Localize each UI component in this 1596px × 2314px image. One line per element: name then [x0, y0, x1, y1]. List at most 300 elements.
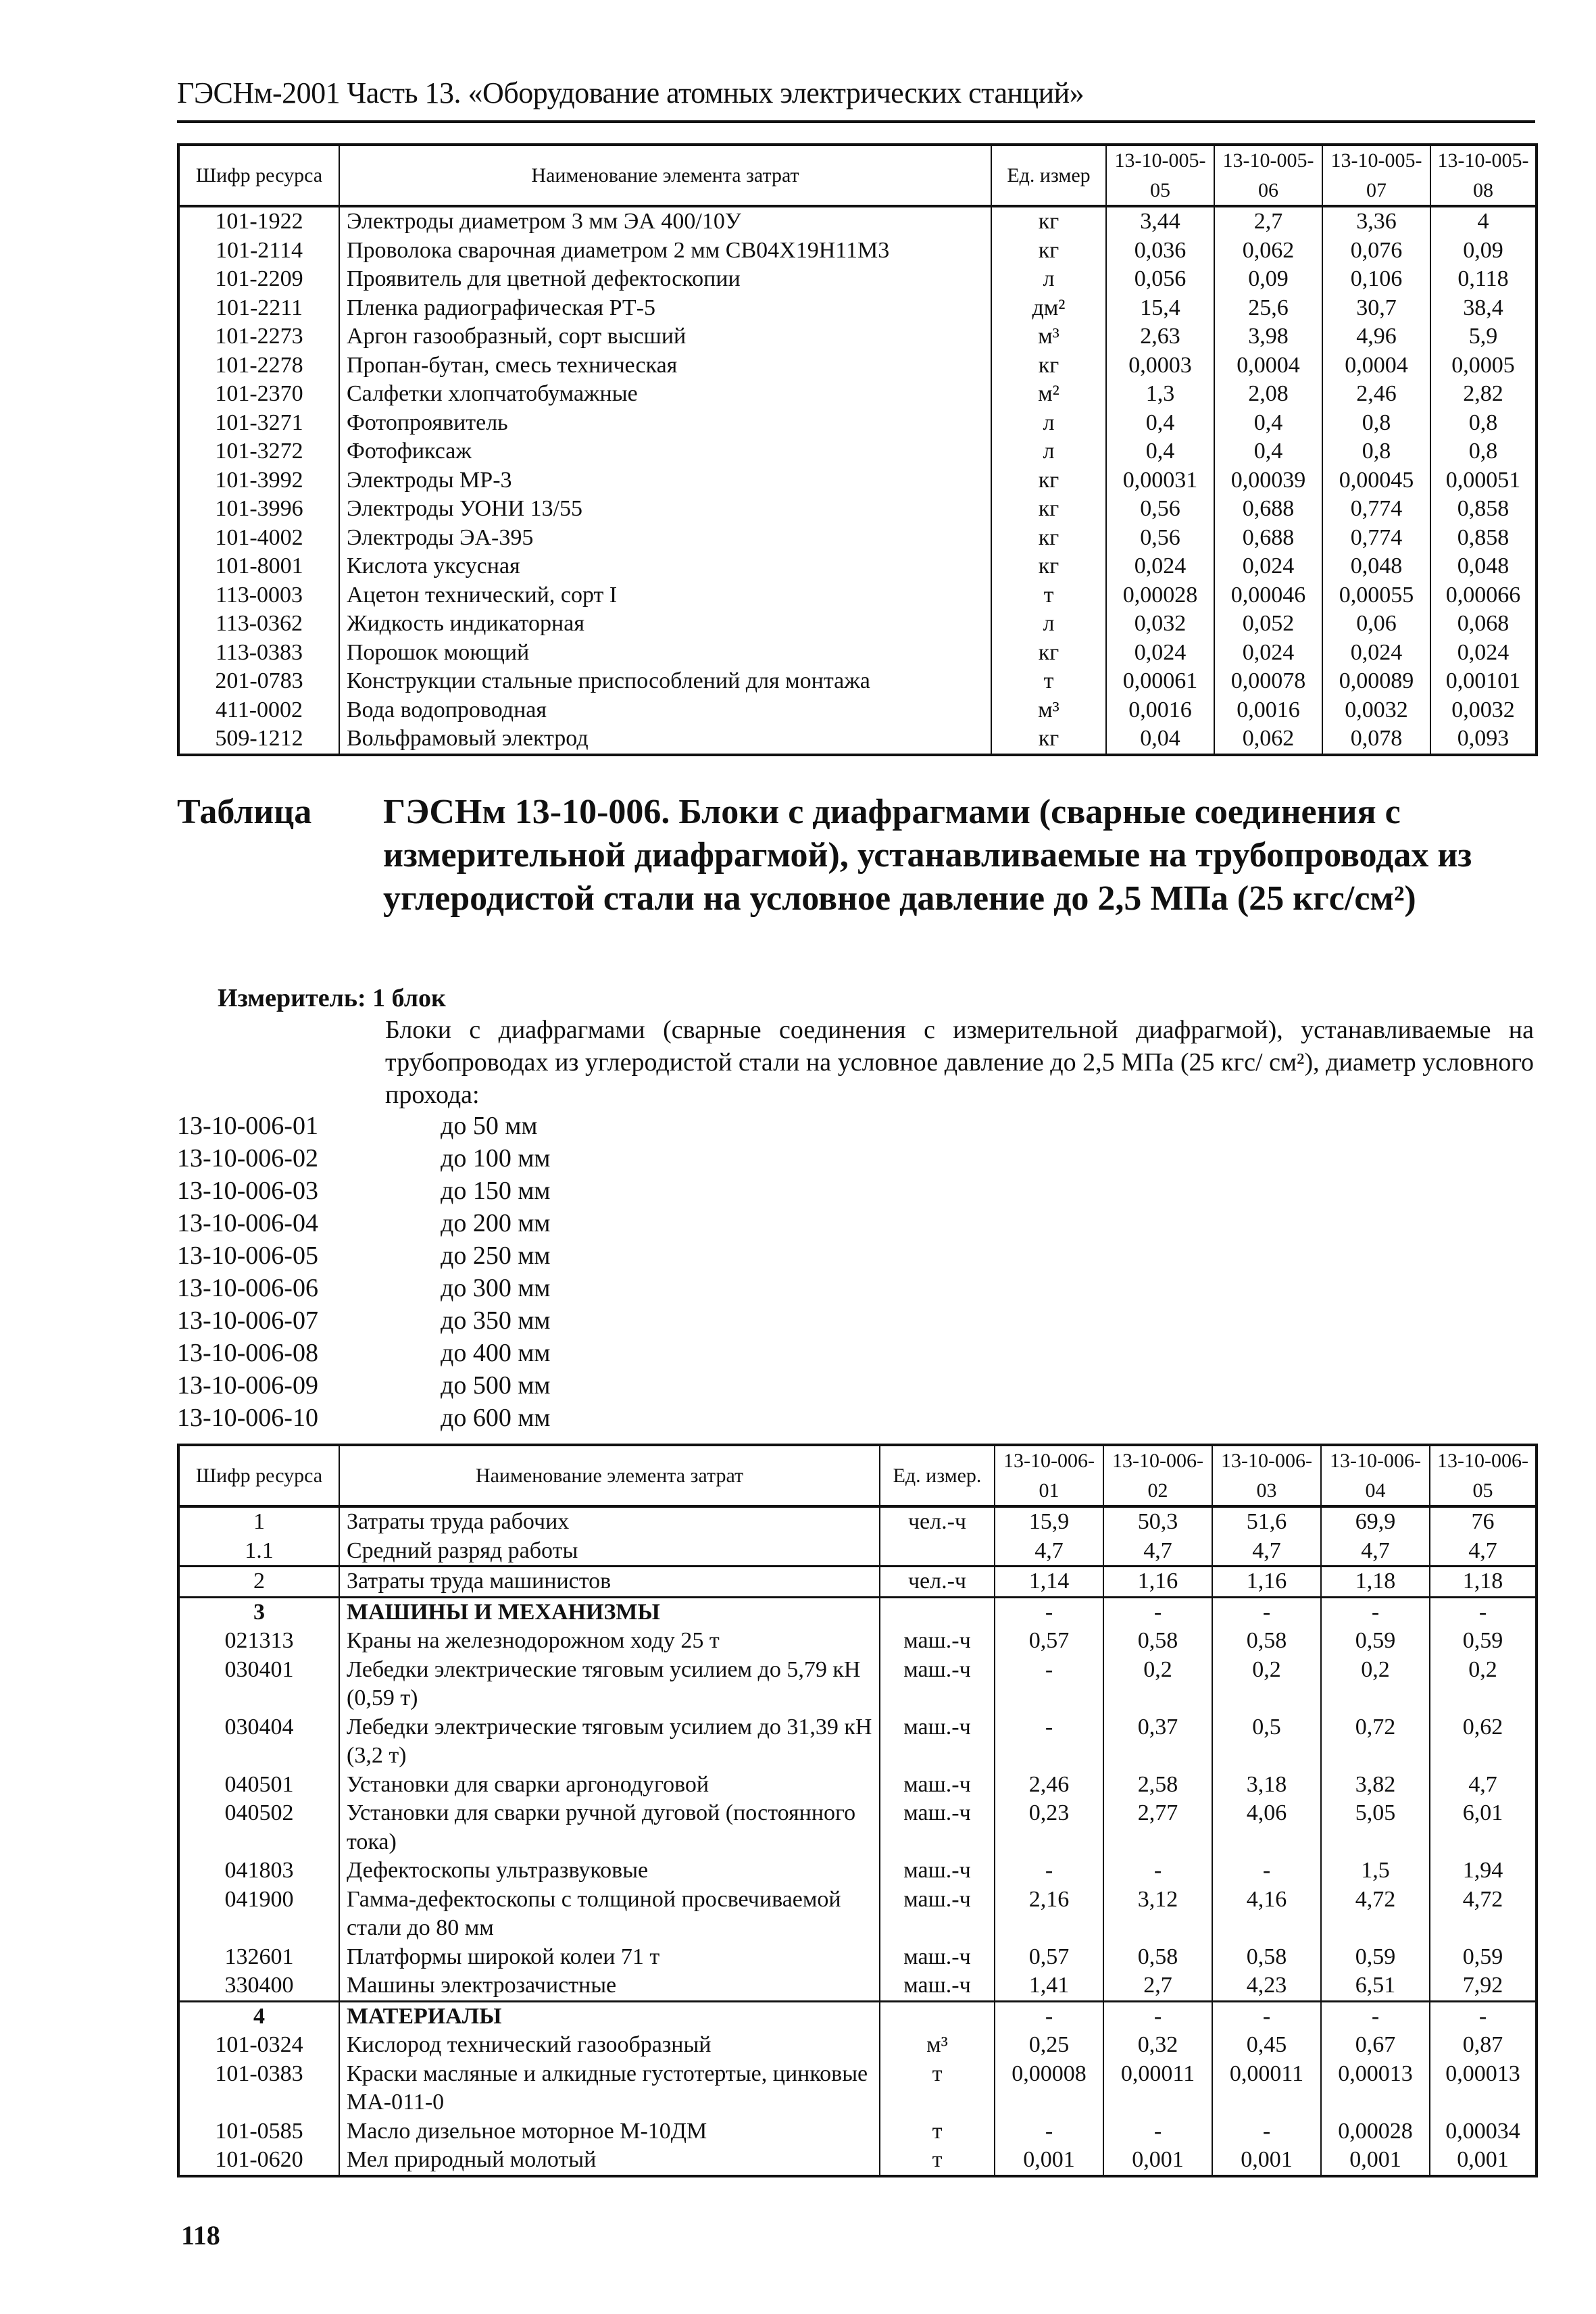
- table-description: Блоки с диафрагмами (сварные соединения с измерительной диафрагмой), устанавливаемые на трубопроводах из углеродистой стали на условное давление до 2,5 МПа (25 кгс/ см²), диаметр условного прохода:: [385, 1016, 1534, 1109]
- resource-value: 0,00028: [1106, 581, 1214, 610]
- resource-value: 5,9: [1430, 322, 1537, 351]
- resource-value: 0,00008: [995, 2060, 1103, 2117]
- resource-value: 15,9: [995, 1506, 1103, 1537]
- resource-code: 113-0383: [178, 639, 339, 668]
- resource-value: 0,858: [1430, 524, 1537, 553]
- resource-value: 0,8: [1322, 437, 1430, 466]
- resource-code: 101-3992: [178, 466, 339, 495]
- resource-value: 0,2: [1103, 1656, 1212, 1713]
- resource-value: 3,12: [1103, 1886, 1212, 1943]
- table-row: [178, 1567, 1537, 1598]
- resource-value: 0,024: [1322, 639, 1430, 668]
- resource-unit: маш.-ч: [880, 1856, 995, 1886]
- resource-value: 1,5: [1321, 1856, 1430, 1886]
- resource-unit: м³: [880, 2031, 995, 2060]
- resource-unit: кг: [991, 237, 1106, 266]
- resource-value: 0,59: [1321, 1627, 1430, 1656]
- resource-value: 0,001: [1321, 2146, 1430, 2176]
- resource-value: 0,00101: [1430, 667, 1537, 696]
- resource-code: 1: [178, 1506, 339, 1537]
- resource-name: Кислород технический газообразный: [339, 2031, 880, 2060]
- variant-item: [177, 1369, 550, 1402]
- measure-value: 1 блок: [372, 984, 446, 1012]
- resource-value: 0,0003: [1106, 351, 1214, 380]
- resource-value: 1,18: [1321, 1567, 1430, 1598]
- resource-name: Пленка радиографическая РТ-5: [339, 294, 991, 323]
- resource-value: 0,00078: [1214, 667, 1322, 696]
- header-rule: [177, 120, 1535, 123]
- table-row: [178, 639, 1537, 668]
- resource-value: 51,6: [1212, 1506, 1321, 1537]
- resource-value: -: [1212, 2001, 1321, 2031]
- resource-value: 0,4: [1106, 409, 1214, 438]
- resource-value: 1,41: [995, 1971, 1103, 2001]
- variant-item: [177, 1175, 550, 1207]
- table-header-row: [178, 1445, 1537, 1506]
- table-row: [178, 1656, 1537, 1713]
- resource-value: 0,0005: [1430, 351, 1537, 380]
- table-row: [178, 206, 1537, 237]
- resource-value: 1,18: [1430, 1567, 1537, 1598]
- resource-value: 4,23: [1212, 1971, 1321, 2001]
- resource-unit: маш.-ч: [880, 1713, 995, 1771]
- resource-unit: дм²: [991, 294, 1106, 323]
- resource-value: 0,00051: [1430, 466, 1537, 495]
- resource-value: 0,06: [1322, 610, 1430, 639]
- running-header: ГЭСНм-2001 Часть 13. «Оборудование атомных электрических станций»: [177, 76, 1084, 109]
- resource-name: Ацетон технический, сорт I: [339, 581, 991, 610]
- resource-value: 0,25: [995, 2031, 1103, 2060]
- table-row: [178, 466, 1537, 495]
- resource-table-006: [177, 1444, 1538, 2177]
- variant-description: до 300 мм: [441, 1274, 551, 1302]
- resource-value: 1,3: [1106, 380, 1214, 409]
- resource-value: 0,688: [1214, 495, 1322, 524]
- resource-name: Проволока сварочная диаметром 2 мм СВ04Х19Н11М3: [339, 237, 991, 266]
- header-unit: Ед. измер.: [880, 1445, 995, 1506]
- resource-value: 0,00055: [1322, 581, 1430, 610]
- resource-value: 0,58: [1212, 1943, 1321, 1972]
- header-code: Шифр ресурса: [178, 145, 339, 206]
- resource-name: Установки для сварки аргонодуговой: [339, 1771, 880, 1800]
- resource-code: 041803: [178, 1856, 339, 1886]
- table-row: [178, 495, 1537, 524]
- header-col: 13-10-006-03: [1212, 1445, 1321, 1506]
- resource-unit: кг: [991, 552, 1106, 581]
- resource-value: 0,00061: [1106, 667, 1214, 696]
- resource-value: 0,2: [1430, 1656, 1537, 1713]
- header-col: 13-10-006-01: [995, 1445, 1103, 1506]
- resource-name: МАШИНЫ И МЕХАНИЗМЫ: [339, 1597, 880, 1627]
- resource-value: 0,72: [1321, 1713, 1430, 1771]
- resource-name: Электроды УОНИ 13/55: [339, 495, 991, 524]
- resource-value: 0,078: [1322, 724, 1430, 755]
- resource-value: -: [995, 2117, 1103, 2146]
- resource-value: 2,63: [1106, 322, 1214, 351]
- resource-value: 0,57: [995, 1627, 1103, 1656]
- resource-value: 0,024: [1214, 552, 1322, 581]
- resource-value: 50,3: [1103, 1506, 1212, 1537]
- resource-value: 3,98: [1214, 322, 1322, 351]
- variant-list: [177, 1110, 550, 1434]
- resource-name: Электроды ЭА-395: [339, 524, 991, 553]
- resource-code: 101-0324: [178, 2031, 339, 2060]
- resource-value: 0,00013: [1430, 2060, 1537, 2117]
- resource-value: 2,7: [1214, 206, 1322, 237]
- resource-value: -: [1430, 1597, 1537, 1627]
- table-row: [178, 1971, 1537, 2001]
- resource-value: 4: [1430, 206, 1537, 237]
- resource-value: 6,01: [1430, 1799, 1537, 1856]
- resource-unit: [880, 1597, 995, 1627]
- resource-value: 2,7: [1103, 1971, 1212, 2001]
- header-col: 13-10-006-02: [1103, 1445, 1212, 1506]
- table-row: [178, 2060, 1537, 2117]
- resource-name: Лебедки электрические тяговым усилием до 5,79 кН (0,59 т): [339, 1656, 880, 1713]
- resource-value: 4,7: [1212, 1537, 1321, 1567]
- header-col: 13-10-005-08: [1430, 145, 1537, 206]
- resource-value: 0,04: [1106, 724, 1214, 755]
- resource-value: 0,774: [1322, 524, 1430, 553]
- resource-value: 3,36: [1322, 206, 1430, 237]
- header-col: 13-10-005-06: [1214, 145, 1322, 206]
- table-row: [178, 2031, 1537, 2060]
- table-row: [178, 667, 1537, 696]
- table-row: [178, 1856, 1537, 1886]
- resource-code: 101-0620: [178, 2146, 339, 2176]
- resource-value: 0,00011: [1212, 2060, 1321, 2117]
- resource-name: МАТЕРИАЛЫ: [339, 2001, 880, 2031]
- resource-value: 25,6: [1214, 294, 1322, 323]
- header-col: 13-10-006-04: [1321, 1445, 1430, 1506]
- resource-name: Фотопроявитель: [339, 409, 991, 438]
- resource-value: -: [1430, 2001, 1537, 2031]
- resource-value: 0,2: [1212, 1656, 1321, 1713]
- resource-name: Краски масляные и алкидные густотертые, цинковые МА-011-0: [339, 2060, 880, 2117]
- resource-unit: чел.-ч: [880, 1506, 995, 1537]
- resource-name: Электроды диаметром 3 мм ЭА 400/10У: [339, 206, 991, 237]
- resource-name: Дефектоскопы ультразвуковые: [339, 1856, 880, 1886]
- resource-value: 0,0032: [1322, 696, 1430, 725]
- variant-code: 13-10-006-05: [177, 1241, 318, 1270]
- resource-value: 0,048: [1430, 552, 1537, 581]
- resource-value: 0,093: [1430, 724, 1537, 755]
- variant-item: [177, 1272, 550, 1304]
- resource-value: -: [1321, 2001, 1430, 2031]
- resource-value: 0,87: [1430, 2031, 1537, 2060]
- resource-code: 030401: [178, 1656, 339, 1713]
- resource-value: 3,18: [1212, 1771, 1321, 1800]
- resource-unit: л: [991, 437, 1106, 466]
- variant-item: [177, 1304, 550, 1337]
- measure-unit: [218, 983, 446, 1013]
- variant-code: 13-10-006-07: [177, 1306, 318, 1335]
- resource-value: 0,688: [1214, 524, 1322, 553]
- resource-code: 101-3271: [178, 409, 339, 438]
- resource-value: 0,56: [1106, 524, 1214, 553]
- resource-value: -: [995, 2001, 1103, 2031]
- resource-value: 1,94: [1430, 1856, 1537, 1886]
- resource-value: 0,8: [1322, 409, 1430, 438]
- resource-name: Пропан-бутан, смесь техническая: [339, 351, 991, 380]
- table-row: [178, 1713, 1537, 1771]
- resource-value: -: [1321, 1597, 1430, 1627]
- resource-code: 101-2370: [178, 380, 339, 409]
- resource-value: 0,068: [1430, 610, 1537, 639]
- table-row: [178, 2117, 1537, 2146]
- resource-name: Установки для сварки ручной дуговой (постоянного тока): [339, 1799, 880, 1856]
- variant-code: 13-10-006-04: [177, 1209, 318, 1237]
- resource-value: 0,00045: [1322, 466, 1430, 495]
- resource-value: 0,62: [1430, 1713, 1537, 1771]
- table-row: [178, 351, 1537, 380]
- resource-value: 0,58: [1103, 1943, 1212, 1972]
- table-row: [178, 1597, 1537, 1627]
- resource-value: -: [995, 1856, 1103, 1886]
- resource-value: 3,82: [1321, 1771, 1430, 1800]
- resource-unit: кг: [991, 724, 1106, 755]
- resource-value: 0,076: [1322, 237, 1430, 266]
- resource-value: 0,23: [995, 1799, 1103, 1856]
- resource-value: 4,96: [1322, 322, 1430, 351]
- resource-code: 101-2114: [178, 237, 339, 266]
- resource-code: 201-0783: [178, 667, 339, 696]
- resource-value: 0,00011: [1103, 2060, 1212, 2117]
- resource-value: 1,14: [995, 1567, 1103, 1598]
- resource-value: -: [1212, 1856, 1321, 1886]
- table-row: [178, 409, 1537, 438]
- page-number: 118: [181, 2220, 220, 2250]
- resource-value: 76: [1430, 1506, 1537, 1537]
- resource-value: 1,16: [1212, 1567, 1321, 1598]
- resource-value: 0,024: [1106, 639, 1214, 668]
- resource-value: 2,46: [995, 1771, 1103, 1800]
- variant-description: до 200 мм: [441, 1209, 551, 1237]
- variant-description: до 100 мм: [441, 1144, 551, 1173]
- resource-value: 4,72: [1321, 1886, 1430, 1943]
- resource-value: 0,001: [1103, 2146, 1212, 2176]
- table-row: [178, 2146, 1537, 2176]
- resource-code: 113-0003: [178, 581, 339, 610]
- resource-code: 040501: [178, 1771, 339, 1800]
- table-row: [178, 1799, 1537, 1856]
- resource-unit: маш.-ч: [880, 1971, 995, 2001]
- variant-item: [177, 1207, 550, 1239]
- resource-value: 5,05: [1321, 1799, 1430, 1856]
- resource-value: 0,056: [1106, 265, 1214, 294]
- resource-name: Вода водопроводная: [339, 696, 991, 725]
- resource-value: 0,00066: [1430, 581, 1537, 610]
- resource-unit: [880, 2001, 995, 2031]
- table-header-row: [178, 145, 1537, 206]
- resource-code: 101-3272: [178, 437, 339, 466]
- table-row: [178, 322, 1537, 351]
- resource-value: -: [995, 1713, 1103, 1771]
- resource-value: 0,024: [1214, 639, 1322, 668]
- table-row: [178, 610, 1537, 639]
- resource-value: 2,16: [995, 1886, 1103, 1943]
- resource-unit: кг: [991, 524, 1106, 553]
- resource-value: 0,118: [1430, 265, 1537, 294]
- resource-value: 2,46: [1322, 380, 1430, 409]
- table-row: [178, 1943, 1537, 1972]
- resource-code: 101-2278: [178, 351, 339, 380]
- resource-name: Кислота уксусная: [339, 552, 991, 581]
- variant-description: до 250 мм: [441, 1241, 551, 1270]
- resource-name: Порошок моющий: [339, 639, 991, 668]
- resource-code: 101-2209: [178, 265, 339, 294]
- resource-value: 2,08: [1214, 380, 1322, 409]
- resource-code: 330400: [178, 1971, 339, 2001]
- table-row: [178, 724, 1537, 755]
- resource-value: -: [1103, 2117, 1212, 2146]
- resource-value: 0,106: [1322, 265, 1430, 294]
- resource-code: 411-0002: [178, 696, 339, 725]
- resource-code: 113-0362: [178, 610, 339, 639]
- table-title-prefix: Таблица: [177, 793, 312, 831]
- resource-code: 3: [178, 1597, 339, 1627]
- resource-code: 132601: [178, 1943, 339, 1972]
- table-row: [178, 380, 1537, 409]
- resource-value: 0,001: [1430, 2146, 1537, 2176]
- resource-unit: маш.-ч: [880, 1627, 995, 1656]
- resource-name: Фотофиксаж: [339, 437, 991, 466]
- resource-unit: маш.-ч: [880, 1771, 995, 1800]
- table-row: [178, 1537, 1537, 1567]
- resource-unit: маш.-ч: [880, 1799, 995, 1856]
- resource-value: 0,024: [1106, 552, 1214, 581]
- header-code: Шифр ресурса: [178, 1445, 339, 1506]
- resource-value: 0,32: [1103, 2031, 1212, 2060]
- resource-unit: кг: [991, 206, 1106, 237]
- resource-value: 4,06: [1212, 1799, 1321, 1856]
- resource-value: 0,036: [1106, 237, 1214, 266]
- resource-unit: м²: [991, 380, 1106, 409]
- table-row: [178, 581, 1537, 610]
- header-col: 13-10-006-05: [1430, 1445, 1537, 1506]
- resource-value: 0,00013: [1321, 2060, 1430, 2117]
- table-row: [178, 1771, 1537, 1800]
- resource-unit: л: [991, 265, 1106, 294]
- resource-value: -: [1103, 1597, 1212, 1627]
- resource-unit: л: [991, 409, 1106, 438]
- resource-name: Затраты труда машинистов: [339, 1567, 880, 1598]
- resource-value: 0,00089: [1322, 667, 1430, 696]
- resource-code: 101-2273: [178, 322, 339, 351]
- resource-value: 4,7: [1103, 1537, 1212, 1567]
- resource-value: 0,774: [1322, 495, 1430, 524]
- variant-description: до 600 мм: [441, 1404, 551, 1432]
- table-body: [178, 206, 1537, 755]
- resource-value: 0,00039: [1214, 466, 1322, 495]
- variant-code: 13-10-006-06: [177, 1274, 318, 1302]
- resource-value: 0,062: [1214, 724, 1322, 755]
- resource-value: 0,0016: [1214, 696, 1322, 725]
- table-row: [178, 1627, 1537, 1656]
- resource-value: 2,77: [1103, 1799, 1212, 1856]
- header-name: Наименование элемента затрат: [339, 145, 991, 206]
- resource-value: 0,45: [1212, 2031, 1321, 2060]
- resource-name: Краны на железнодорожном ходу 25 т: [339, 1627, 880, 1656]
- resource-value: 0,0004: [1322, 351, 1430, 380]
- resource-name: Вольфрамовый электрод: [339, 724, 991, 755]
- resource-name: Затраты труда рабочих: [339, 1506, 880, 1537]
- resource-value: 0,09: [1430, 237, 1537, 266]
- resource-value: -: [1212, 2117, 1321, 2146]
- resource-value: 30,7: [1322, 294, 1430, 323]
- resource-name: Салфетки хлопчатобумажные: [339, 380, 991, 409]
- resource-name: Проявитель для цветной дефектоскопии: [339, 265, 991, 294]
- resource-value: 4,7: [1321, 1537, 1430, 1567]
- variant-description: до 500 мм: [441, 1371, 551, 1400]
- resource-unit: м³: [991, 696, 1106, 725]
- variant-item: [177, 1142, 550, 1175]
- resource-name: Мел природный молотый: [339, 2146, 880, 2176]
- resource-code: 101-1922: [178, 206, 339, 237]
- resource-value: 0,032: [1106, 610, 1214, 639]
- variant-code: 13-10-006-01: [177, 1112, 318, 1140]
- variant-code: 13-10-006-02: [177, 1144, 318, 1173]
- resource-name: Аргон газообразный, сорт высший: [339, 322, 991, 351]
- resource-code: 4: [178, 2001, 339, 2031]
- resource-value: 0,00046: [1214, 581, 1322, 610]
- resource-value: -: [995, 1597, 1103, 1627]
- header-unit: Ед. измер: [991, 145, 1106, 206]
- variant-code: 13-10-006-09: [177, 1371, 318, 1400]
- resource-value: 0,37: [1103, 1713, 1212, 1771]
- resource-value: 0,59: [1321, 1943, 1430, 1972]
- resource-name: Жидкость индикаторная: [339, 610, 991, 639]
- resource-unit: [880, 1537, 995, 1567]
- resource-value: 0,8: [1430, 409, 1537, 438]
- resource-value: 0,4: [1214, 409, 1322, 438]
- resource-unit: маш.-ч: [880, 1886, 995, 1943]
- variant-description: до 150 мм: [441, 1177, 551, 1205]
- resource-unit: кг: [991, 351, 1106, 380]
- resource-value: 0,57: [995, 1943, 1103, 1972]
- resource-value: 0,0004: [1214, 351, 1322, 380]
- resource-value: 0,2: [1321, 1656, 1430, 1713]
- measure-label: Измеритель:: [218, 984, 366, 1012]
- resource-value: 0,58: [1103, 1627, 1212, 1656]
- table-row: [178, 294, 1537, 323]
- resource-code: 101-4002: [178, 524, 339, 553]
- resource-unit: т: [991, 581, 1106, 610]
- header-col: 13-10-005-05: [1106, 145, 1214, 206]
- resource-value: -: [1212, 1597, 1321, 1627]
- resource-value: 69,9: [1321, 1506, 1430, 1537]
- resource-code: 101-0585: [178, 2117, 339, 2146]
- table-row: [178, 237, 1537, 266]
- resource-value: 0,048: [1322, 552, 1430, 581]
- variant-item: [177, 1239, 550, 1272]
- resource-value: -: [1103, 2001, 1212, 2031]
- table-row: [178, 265, 1537, 294]
- resource-value: 0,59: [1430, 1943, 1537, 1972]
- resource-value: 0,00034: [1430, 2117, 1537, 2146]
- resource-code: 1.1: [178, 1537, 339, 1567]
- variant-item: [177, 1110, 550, 1142]
- table-row: [178, 437, 1537, 466]
- resource-value: 4,7: [1430, 1537, 1537, 1567]
- resource-name: Гамма-дефектоскопы с толщиной просвечиваемой стали до 80 мм: [339, 1886, 880, 1943]
- resource-code: 2: [178, 1567, 339, 1598]
- variant-code: 13-10-006-08: [177, 1339, 318, 1367]
- resource-code: 030404: [178, 1713, 339, 1771]
- resource-name: Средний разряд работы: [339, 1537, 880, 1567]
- resource-unit: т: [880, 2060, 995, 2117]
- resource-code: 040502: [178, 1799, 339, 1856]
